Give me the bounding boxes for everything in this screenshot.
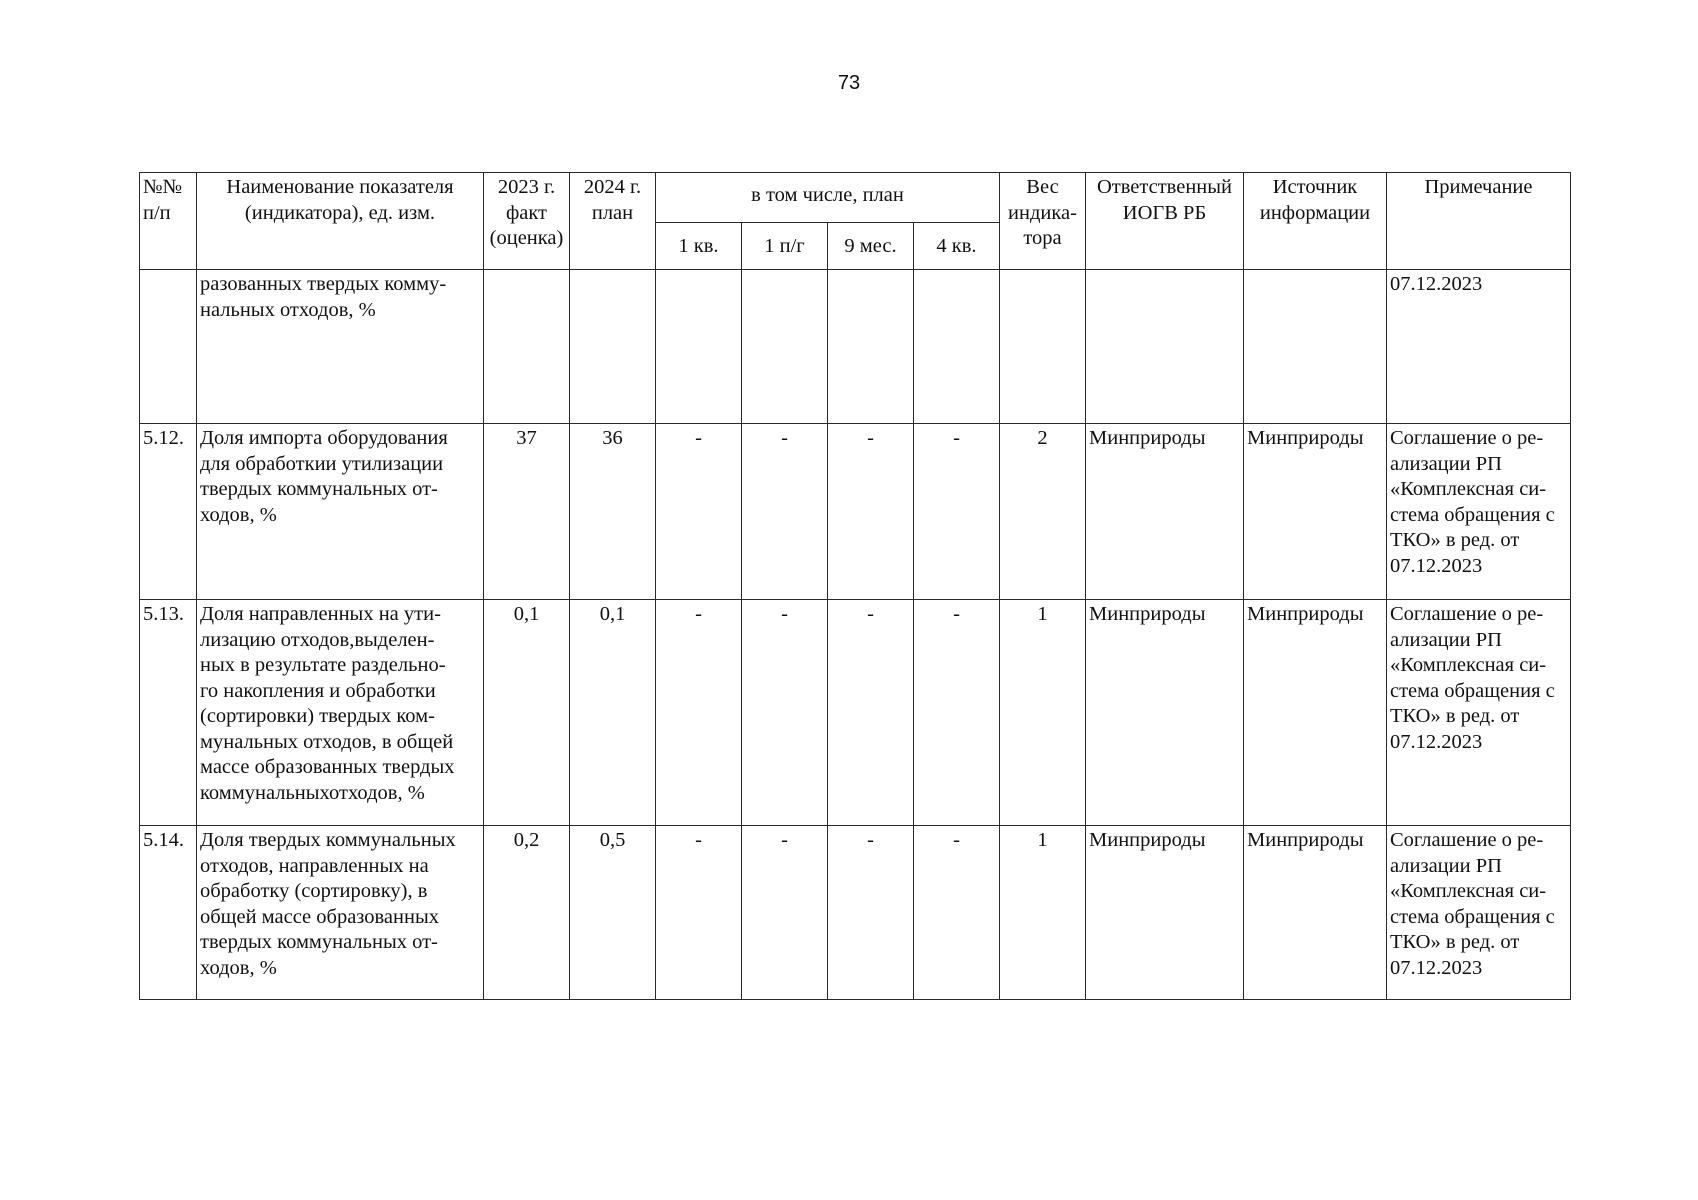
table-row [140, 600, 1571, 826]
cell-h1: - [742, 826, 828, 1000]
table-row [140, 826, 1571, 1000]
header-9-months: 9 мес. [828, 223, 914, 270]
cell-source: Минприроды [1244, 424, 1387, 600]
cell-9-months [828, 270, 914, 424]
cell-q4: - [914, 424, 1000, 600]
cell-q1: - [656, 600, 742, 826]
cell-num [140, 270, 197, 424]
cell-num: 5.14. [140, 826, 197, 1000]
header-including-plan: в том числе, план [656, 173, 1000, 223]
table-row [140, 424, 1571, 600]
cell-h1: - [742, 424, 828, 600]
header-note: Примечание [1387, 173, 1571, 270]
cell-weight: 2 [1000, 424, 1086, 600]
header-source: Источник информации [1244, 173, 1387, 270]
cell-q4 [914, 270, 1000, 424]
cell-fact-2023: 0,2 [484, 826, 570, 1000]
cell-weight: 1 [1000, 600, 1086, 826]
header-q1: 1 кв. [656, 223, 742, 270]
cell-q4: - [914, 600, 1000, 826]
header-num: №№ п/п [140, 173, 197, 270]
cell-plan-2024: 36 [570, 424, 656, 600]
table-row [140, 270, 1571, 424]
header-h1: 1 п/г [742, 223, 828, 270]
header-q4: 4 кв. [914, 223, 1000, 270]
header-weight: Вес индика- тора [1000, 173, 1086, 270]
header-row [140, 173, 1571, 223]
cell-note: Соглашение о ре- ализации РП «Комплексная си- стема обращения с ТКО» в ред. от 07.12.2023 [1387, 424, 1571, 600]
cell-source: Минприроды [1244, 826, 1387, 1000]
cell-plan-2024: 0,1 [570, 600, 656, 826]
cell-weight: 1 [1000, 826, 1086, 1000]
header-responsible: Ответственный ИОГВ РБ [1086, 173, 1244, 270]
header-name: Наименование показателя (индикатора), ед. изм. [197, 173, 484, 270]
cell-q1: - [656, 826, 742, 1000]
cell-h1 [742, 270, 828, 424]
cell-name: Доля импорта оборудования для обработкии утилизации твердых коммунальных от- ходов, % [197, 424, 484, 600]
cell-q1 [656, 270, 742, 424]
cell-responsible: Минприроды [1086, 600, 1244, 826]
cell-plan-2024 [570, 270, 656, 424]
indicators-table [139, 172, 1571, 1000]
cell-responsible [1086, 270, 1244, 424]
cell-source: Минприроды [1244, 600, 1387, 826]
cell-name: Доля направленных на ути- лизацию отходов,выделен- ных в результате раздельно- го накопления и обработки (сортировки) твердых ком- мунальных отходов, в общей массе образованных твердых коммунальныхотходов, % [197, 600, 484, 826]
cell-num: 5.12. [140, 424, 197, 600]
cell-name: разованных твердых комму- нальных отходов, % [197, 270, 484, 424]
cell-q4: - [914, 826, 1000, 1000]
cell-plan-2024: 0,5 [570, 826, 656, 1000]
cell-q1: - [656, 424, 742, 600]
cell-9-months: - [828, 424, 914, 600]
cell-name: Доля твердых коммунальных отходов, направленных на обработку (сортировку), в общей массе образованных твердых коммунальных от- ходов, % [197, 826, 484, 1000]
cell-note: Соглашение о ре- ализации РП «Комплексная си- стема обращения с ТКО» в ред. от 07.12.2023 [1387, 600, 1571, 826]
cell-note: 07.12.2023 [1387, 270, 1571, 424]
cell-9-months: - [828, 600, 914, 826]
cell-h1: - [742, 600, 828, 826]
header-plan-2024: 2024 г. план [570, 173, 656, 270]
cell-source [1244, 270, 1387, 424]
cell-responsible: Минприроды [1086, 424, 1244, 600]
cell-weight [1000, 270, 1086, 424]
cell-fact-2023: 37 [484, 424, 570, 600]
cell-responsible: Минприроды [1086, 826, 1244, 1000]
cell-9-months: - [828, 826, 914, 1000]
cell-note: Соглашение о ре- ализации РП «Комплексная си- стема обращения с ТКО» в ред. от 07.12.2023 [1387, 826, 1571, 1000]
cell-num: 5.13. [140, 600, 197, 826]
page-number: 73 [837, 72, 861, 94]
cell-fact-2023 [484, 270, 570, 424]
cell-fact-2023: 0,1 [484, 600, 570, 826]
header-fact-2023: 2023 г. факт (оценка) [484, 173, 570, 270]
